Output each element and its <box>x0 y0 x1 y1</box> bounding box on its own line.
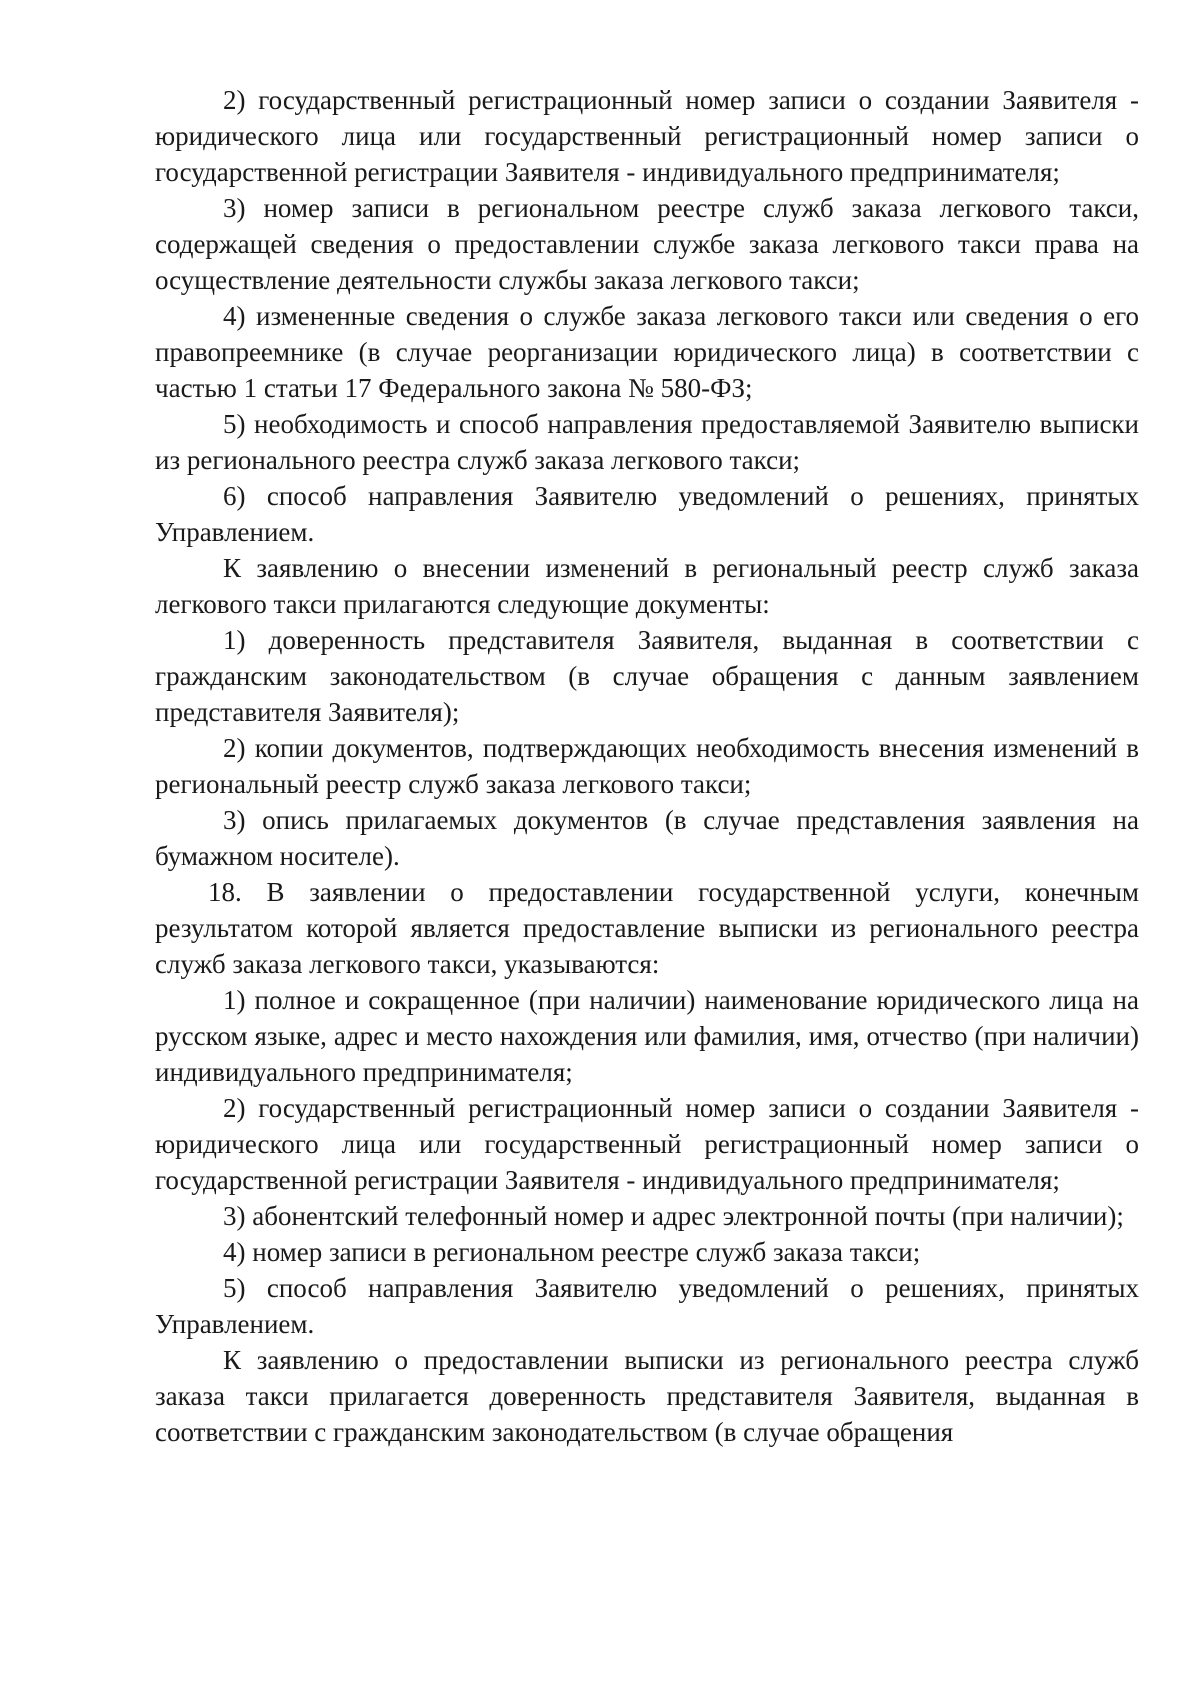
list-item: 1) полное и сокращенное (при наличии) наименование юридического лица на русском языке, адрес и место нахождения или фамилия, имя, отчество (при наличии) индивидуального предпринимателя; <box>155 985 1139 1087</box>
document-body <box>155 82 1139 1450</box>
list-item: 1) доверенность представителя Заявителя, выданная в соответствии с гражданским законодательством (в случае обращения с данным заявлением представителя Заявителя); <box>155 625 1139 727</box>
list-item: 2) копии документов, подтверждающих необходимость внесения изменений в региональный реестр служб заказа легкового такси; <box>155 733 1139 799</box>
list-item: 6) способ направления Заявителю уведомлений о решениях, принятых Управлением. <box>155 481 1139 547</box>
list-item: 5) необходимость и способ направления предоставляемой Заявителю выписки из регионального реестра служб заказа легкового такси; <box>155 409 1139 475</box>
list-item: 3) абонентский телефонный номер и адрес электронной почты (при наличии); <box>223 1201 1124 1231</box>
list-item: 3) номер записи в региональном реестре служб заказа легкового такси, содержащей сведения о предоставлении службе заказа легкового такси права на осуществление деятельности службы заказа легкового такси; <box>155 193 1139 295</box>
list-item: 4) номер записи в региональном реестре служб заказа такси; <box>223 1237 921 1267</box>
list-item: 2) государственный регистрационный номер записи о создании Заявителя - юридического лица или государственный регистрационный номер записи о государственной регистрации Заявителя - индивидуального предпринимателя; <box>155 1093 1139 1195</box>
list-item: 3) опись прилагаемых документов (в случае представления заявления на бумажном носителе). <box>155 805 1139 871</box>
list-item: 2) государственный регистрационный номер записи о создании Заявителя - юридического лица или государственный регистрационный номер записи о государственной регистрации Заявителя - индивидуального предпринимателя; <box>155 85 1139 187</box>
paragraph: К заявлению о внесении изменений в региональный реестр служб заказа легкового такси прилагаются следующие документы: <box>155 553 1139 619</box>
paragraph: К заявлению о предоставлении выписки из регионального реестра служб заказа такси прилагается доверенность представителя Заявителя, выданная в соответствии с гражданским законодательством (в случае обращения <box>155 1345 1139 1447</box>
list-item: 4) измененные сведения о службе заказа легкового такси или сведения о его правопреемнике (в случае реорганизации юридического лица) в соответствии с частью 1 статьи 17 Федерального закона № 580-ФЗ; <box>155 301 1139 403</box>
list-item: 5) способ направления Заявителю уведомлений о решениях, принятых Управлением. <box>155 1273 1139 1339</box>
numbered-clause: 18. В заявлении о предоставлении государственной услуги, конечным результатом которой является предоставление выписки из регионального реестра служб заказа легкового такси, указываются: <box>155 877 1139 979</box>
